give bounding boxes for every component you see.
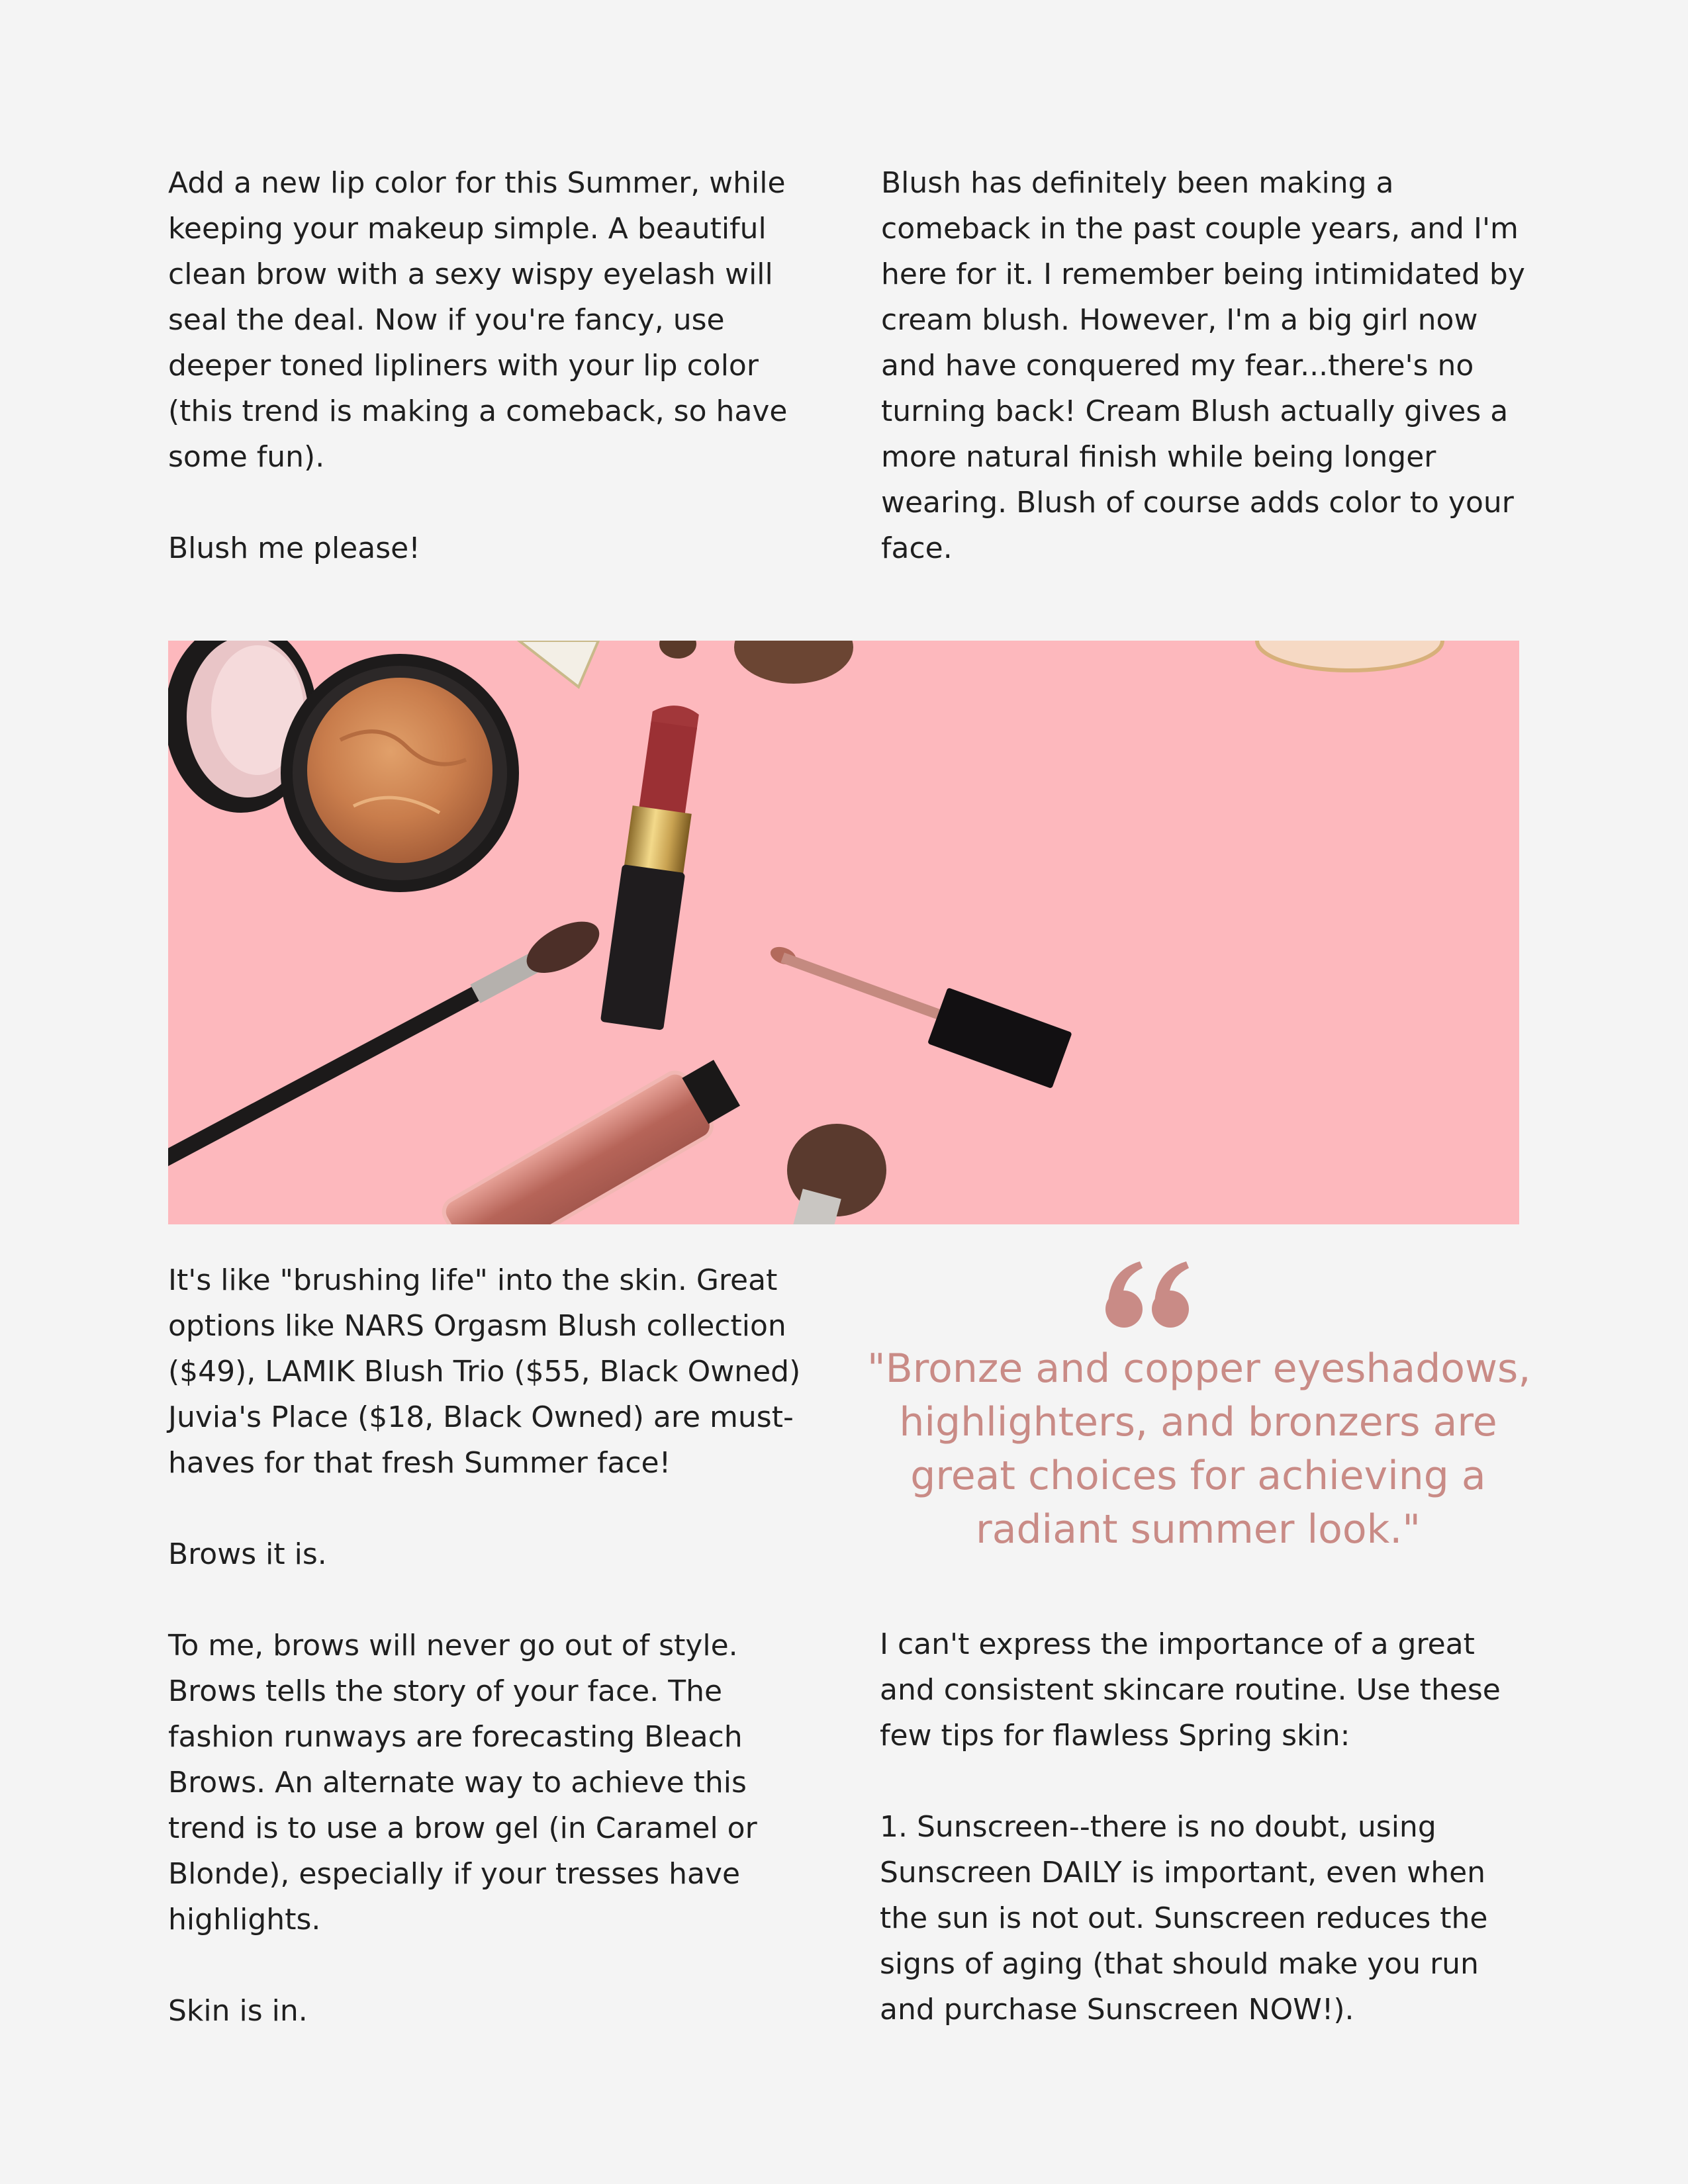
blank-line <box>880 1758 1501 1804</box>
text-line: cream blush. However, I'm a big girl now <box>881 303 1478 337</box>
text-line: options like NARS Orgasm Blush collection <box>168 1309 786 1343</box>
text-line: some fun). <box>168 440 325 474</box>
text-line: highlights. <box>168 1903 321 1936</box>
text-line: turning back! Cream Blush actually gives a <box>881 394 1509 428</box>
text-line: haves for that fresh Summer face! <box>168 1446 671 1480</box>
text-line: Juvia's Place ($18, Black Owned) are must- <box>168 1400 794 1434</box>
text-line: and purchase Sunscreen NOW!). <box>880 1993 1354 2026</box>
text-line: Blonde), especially if your tresses have <box>168 1857 741 1891</box>
text-line: I can't express the importance of a great <box>880 1627 1475 1661</box>
text-line: (this trend is making a comeback, so have <box>168 394 788 428</box>
blank-line <box>168 1942 800 1988</box>
text-line: signs of aging (that should make you run <box>880 1947 1479 1981</box>
text-line: To me, brows will never go out of style. <box>168 1629 738 1662</box>
text-line: few tips for flawless Spring skin: <box>880 1719 1350 1752</box>
text-line: ($49), LAMIK Blush Trio ($55, Black Owned) <box>168 1355 801 1388</box>
quote-line: "Bronze and copper eyeshadows, <box>867 1345 1531 1392</box>
skincare-paragraph <box>880 1621 1501 2032</box>
section-heading-blush: Blush me please! <box>168 531 420 565</box>
section-heading-brows: Brows it is. <box>168 1537 327 1571</box>
text-line: Blush has definitely been making a <box>881 166 1394 200</box>
makeup-flatlay-image <box>168 641 1519 1224</box>
text-line: wearing. Blush of course adds color to your <box>881 486 1514 520</box>
text-line: and have conquered my fear...there's no <box>881 349 1474 383</box>
text-line: more natural finish while being longer <box>881 440 1436 474</box>
text-line: Sunscreen DAILY is important, even when <box>880 1856 1486 1889</box>
text-line: deeper toned lipliners with your lip color <box>168 349 759 383</box>
text-line: fashion runways are forecasting Bleach <box>168 1720 743 1754</box>
text-line: the sun is not out. Sunscreen reduces the <box>880 1901 1488 1935</box>
text-line: Brows tells the story of your face. The <box>168 1674 723 1708</box>
text-line: Add a new lip color for this Summer, while <box>168 166 786 200</box>
list-item-sunscreen: 1. Sunscreen--there is no doubt, using <box>880 1810 1436 1844</box>
text-line: Brows. An alternate way to achieve this <box>168 1766 747 1799</box>
text-line: It's like "brushing life" into the skin. Great <box>168 1263 778 1297</box>
quote-line: great choices for achieving a <box>910 1453 1486 1499</box>
blank-line <box>168 480 787 525</box>
text-line: trend is to use a brow gel (in Caramel or <box>168 1811 757 1845</box>
text-line: clean brow with a sexy wispy eyelash will <box>168 257 773 291</box>
text-line: comeback in the past couple years, and I'm <box>881 212 1519 246</box>
text-line: keeping your makeup simple. A beautiful <box>168 212 767 246</box>
blush-paragraph <box>881 160 1525 571</box>
pull-quote <box>867 1342 1529 1557</box>
section-heading-skin: Skin is in. <box>168 1994 308 2028</box>
quote-mark-icon <box>1099 1257 1198 1330</box>
text-line: here for it. I remember being intimidated by <box>881 257 1525 291</box>
text-line: and consistent skincare routine. Use these <box>880 1673 1501 1707</box>
text-line: seal the deal. Now if you're fancy, use <box>168 303 725 337</box>
blush-options-and-brows-paragraph <box>168 1257 800 2034</box>
intro-paragraph-left <box>168 160 787 571</box>
quote-line: highlighters, and bronzers are <box>899 1399 1497 1445</box>
blank-line <box>168 1486 800 1531</box>
quote-line: radiant summer look." <box>976 1506 1421 1553</box>
blank-line <box>168 1577 800 1623</box>
text-line: face. <box>881 531 953 565</box>
